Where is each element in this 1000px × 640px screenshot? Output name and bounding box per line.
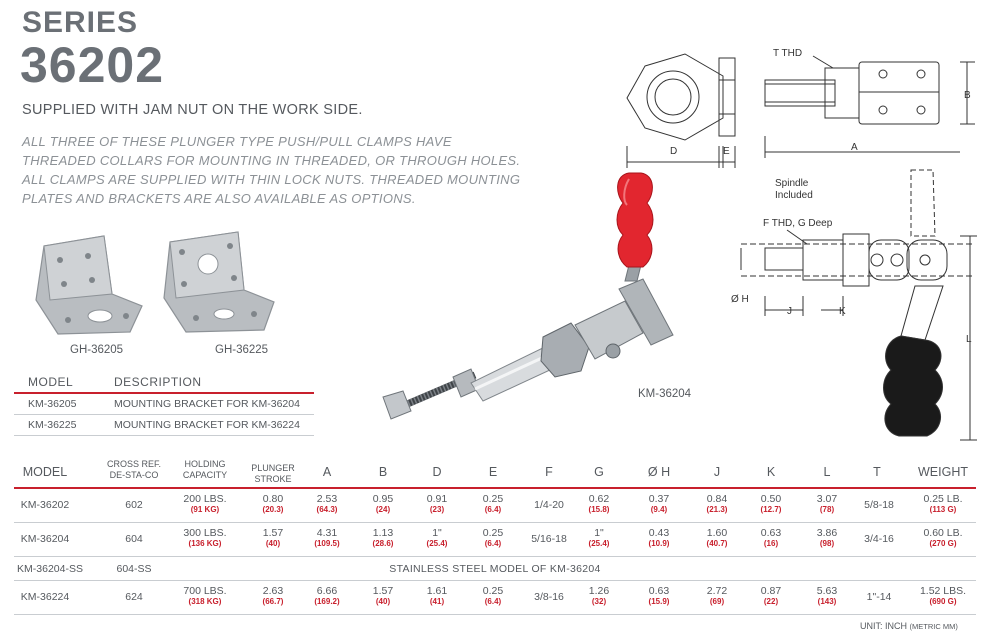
cell-b-value: 1.57 — [372, 585, 394, 597]
cell-t: 5/8-18 — [864, 499, 894, 511]
cell-stroke-metric: (40) — [265, 539, 281, 548]
spec-table-header — [14, 455, 976, 489]
cell-k — [750, 585, 792, 607]
header-k: K — [766, 465, 776, 479]
cell-weight — [912, 493, 974, 515]
cell-k-value: 0.87 — [760, 585, 782, 597]
cell-weight — [912, 585, 974, 607]
header-a: A — [322, 465, 332, 479]
cell-e-value: 0.25 — [482, 585, 504, 597]
dim-l-label: L — [966, 334, 972, 345]
series-label: SERIES — [22, 6, 139, 39]
cell-h-metric: (15.9) — [648, 597, 670, 606]
cell-stroke-value: 0.80 — [262, 493, 284, 505]
cell-a — [306, 585, 348, 607]
unit-note-inch: UNIT: INCH — [860, 621, 907, 631]
cell-model: KM-36224 — [20, 591, 70, 603]
cell-j-metric: (40.7) — [706, 539, 728, 548]
cell-a — [306, 527, 348, 549]
dimension-drawing — [615, 40, 980, 450]
cell-k-metric: (16) — [763, 539, 779, 548]
cell-d — [416, 527, 458, 549]
dim-a-label: A — [851, 142, 858, 153]
cell-holding-metric: (136 KG) — [188, 539, 222, 548]
cell-weight-metric: (113 G) — [929, 505, 957, 514]
bracket-gh-36205-image — [30, 228, 150, 340]
cell-t: 3/4-16 — [864, 533, 894, 545]
cell-stroke-value: 1.57 — [262, 527, 284, 539]
cell-a-value: 6.66 — [316, 585, 338, 597]
header-model: MODEL — [22, 465, 68, 479]
cell-b-value: 1.13 — [372, 527, 394, 539]
cell-holding — [172, 527, 238, 549]
cell-model: KM-36204 — [20, 533, 70, 545]
cell-stroke — [242, 527, 304, 549]
cell-a-metric: (64.3) — [316, 505, 338, 514]
cell-g-metric: (32) — [591, 597, 607, 606]
cell-l-metric: (78) — [819, 505, 835, 514]
cell-d — [416, 493, 458, 515]
cell-l — [806, 527, 848, 549]
unit-note-metric: (METRIC MM) — [909, 622, 958, 631]
header-f: F — [545, 465, 553, 479]
cell-l-metric: (98) — [819, 539, 835, 548]
cell-j — [696, 527, 738, 549]
header-b: B — [378, 465, 388, 479]
bracket-gh-36225-image — [160, 228, 280, 340]
cell-g-value: 1" — [594, 527, 604, 539]
dim-t-thd-label: T THD — [773, 48, 803, 59]
cell-h — [638, 585, 680, 607]
spindle-label-line2: Included — [775, 190, 813, 201]
spindle-label-line1: Spindle — [775, 178, 809, 189]
cell-h-value: 0.37 — [648, 493, 670, 505]
cell-a-value: 2.53 — [316, 493, 338, 505]
cell-l — [806, 493, 848, 515]
cell-e-metric: (6.4) — [484, 505, 502, 514]
cell-cross-ref: 604-SS — [116, 563, 152, 575]
spec-row-km-36204 — [14, 523, 976, 557]
cell-k — [750, 527, 792, 549]
cell-model: KM-36204-SS — [17, 563, 83, 575]
bracket-b-caption: GH-36225 — [215, 344, 269, 356]
cell-f: 1/4-20 — [534, 499, 564, 511]
cell-d-value: 0.91 — [426, 493, 448, 505]
cell-h — [638, 527, 680, 549]
cell-g — [578, 527, 620, 549]
header-cross-ref-line1: CROSS REF. — [106, 459, 161, 469]
dim-k-label: K — [839, 306, 846, 317]
cell-b — [362, 585, 404, 607]
cell-holding-value: 300 LBS. — [183, 527, 227, 539]
cell-l — [806, 585, 848, 607]
cell-holding-metric: (318 KG) — [188, 597, 222, 606]
header-cross-ref — [94, 459, 174, 481]
cell-a — [306, 493, 348, 515]
header-weight: WEIGHT — [918, 465, 968, 479]
cell-model: KM-36202 — [20, 499, 70, 511]
cell-cross-ref: 624 — [125, 591, 143, 603]
cell-stroke — [242, 493, 304, 515]
header-holding — [172, 459, 238, 481]
accessory-table-header — [14, 373, 314, 394]
cell-h-value: 0.63 — [648, 585, 670, 597]
accessory-header-description: DESCRIPTION — [114, 375, 202, 389]
accessory-table — [14, 373, 314, 436]
cell-stroke-metric: (66.7) — [262, 597, 284, 606]
dim-h-label: Ø H — [731, 294, 749, 305]
header-cross-ref-line2: DE-STA-CO — [109, 470, 159, 480]
cell-b-metric: (24) — [375, 505, 391, 514]
cell-d-metric: (25.4) — [426, 539, 448, 548]
cell-holding — [172, 585, 238, 607]
cell-b-metric: (28.6) — [372, 539, 394, 548]
cell-holding-value: 200 LBS. — [183, 493, 227, 505]
cell-j-value: 1.60 — [706, 527, 728, 539]
cell-e — [472, 585, 514, 607]
dim-d-label: D — [670, 146, 678, 157]
cell-d-metric: (41) — [429, 597, 445, 606]
cell-d-metric: (23) — [429, 505, 445, 514]
cell-j-value: 2.72 — [706, 585, 728, 597]
header-holding-line1: HOLDING — [184, 459, 226, 469]
header-plunger-line1: PLUNGER — [251, 463, 295, 473]
cell-h-metric: (10.9) — [648, 539, 670, 548]
header-d: D — [432, 465, 442, 479]
cell-k-metric: (22) — [763, 597, 779, 606]
cell-h-value: 0.43 — [648, 527, 670, 539]
cell-b — [362, 493, 404, 515]
header-plunger-line2: STROKE — [254, 474, 292, 484]
cell-holding-value: 700 LBS. — [183, 585, 227, 597]
dim-b-label: B — [964, 90, 971, 101]
cell-weight-metric: (270 G) — [929, 539, 957, 548]
cell-g — [578, 585, 620, 607]
cell-weight — [912, 527, 974, 549]
cell-weight-metric: (690 G) — [929, 597, 957, 606]
cell-l-metric: (143) — [817, 597, 837, 606]
cell-k-value: 0.50 — [760, 493, 782, 505]
header-h: Ø H — [647, 465, 671, 479]
cell-g-value: 1.26 — [588, 585, 610, 597]
header-j: J — [713, 465, 721, 479]
cell-h-metric: (9.4) — [650, 505, 668, 514]
cell-a-metric: (169.2) — [314, 597, 340, 606]
cell-l-value: 3.07 — [816, 493, 838, 505]
dim-f-thd-label: F THD, G Deep — [763, 218, 833, 229]
subtitle: SUPPLIED WITH JAM NUT ON THE WORK SIDE. — [22, 102, 363, 118]
accessory-description: MOUNTING BRACKET FOR KM-36224 — [114, 419, 300, 431]
cell-k — [750, 493, 792, 515]
cell-stroke — [242, 585, 304, 607]
cell-holding-metric: (91 KG) — [190, 505, 220, 514]
product-description: ALL THREE OF THESE PLUNGER TYPE PUSH/PULL CLAMPS HAVE THREADED COLLARS FOR MOUNTING IN THREADED, OR THROUGH HOLES. ALL CLAMPS ARE SUPPLIED WITH THIN LOCK NUTS. THREADED MOUNTING PLATES AND BRACKETS ARE ALSO AVAILABLE AS OPTIONS. — [22, 134, 521, 206]
cell-b-value: 0.95 — [372, 493, 394, 505]
spec-row-km-36204-ss — [14, 557, 976, 581]
spec-row-km-36224 — [14, 581, 976, 615]
header-l: L — [823, 465, 831, 479]
header-holding-line2: CAPACITY — [182, 470, 228, 480]
cell-b-metric: (40) — [375, 597, 391, 606]
cell-j — [696, 493, 738, 515]
dim-j-label: J — [787, 306, 792, 317]
cell-stroke-value: 2.63 — [262, 585, 284, 597]
bracket-a-caption: GH-36205 — [70, 344, 124, 356]
series-number: 36202 — [20, 37, 165, 93]
cell-g-value: 0.62 — [588, 493, 610, 505]
header-t: T — [873, 465, 881, 479]
cell-f: 5/16-18 — [531, 533, 567, 545]
spec-row-km-36202 — [14, 489, 976, 523]
accessory-row — [14, 415, 314, 436]
cell-j — [696, 585, 738, 607]
accessory-row — [14, 394, 314, 415]
cell-k-metric: (12.7) — [760, 505, 782, 514]
cell-e-value: 0.25 — [482, 527, 504, 539]
cell-weight-value: 0.60 LB. — [923, 527, 963, 539]
cell-f: 3/8-16 — [534, 591, 564, 603]
cell-d-value: 1" — [432, 527, 442, 539]
cell-g-metric: (15.8) — [588, 505, 610, 514]
cell-d-value: 1.61 — [426, 585, 448, 597]
cell-e-metric: (6.4) — [484, 597, 502, 606]
accessory-description: MOUNTING BRACKET FOR KM-36204 — [114, 398, 300, 410]
cell-e-metric: (6.4) — [484, 539, 502, 548]
cell-j-value: 0.84 — [706, 493, 728, 505]
dim-e-label: E — [723, 146, 730, 157]
cell-k-value: 0.63 — [760, 527, 782, 539]
accessory-model: KM-36205 — [28, 398, 77, 410]
spec-table — [14, 455, 976, 615]
cell-g — [578, 493, 620, 515]
cell-e-value: 0.25 — [482, 493, 504, 505]
cell-l-value: 3.86 — [816, 527, 838, 539]
cell-cross-ref: 602 — [125, 499, 143, 511]
cell-j-metric: (21.3) — [706, 505, 728, 514]
cell-cross-ref: 604 — [125, 533, 143, 545]
header-e: E — [488, 465, 498, 479]
cell-stroke-metric: (20.3) — [262, 505, 284, 514]
accessory-header-model: MODEL — [28, 375, 74, 389]
clamp-caption: KM-36204 — [638, 388, 692, 400]
cell-holding — [172, 493, 238, 515]
cell-l-value: 5.63 — [816, 585, 838, 597]
cell-h — [638, 493, 680, 515]
cell-weight-value: 1.52 LBS. — [919, 585, 967, 597]
stainless-note: STAINLESS STEEL MODEL OF KM-36204 — [389, 563, 601, 575]
accessory-model: KM-36225 — [28, 419, 77, 431]
cell-b — [362, 527, 404, 549]
cell-j-metric: (69) — [709, 597, 725, 606]
cell-e — [472, 493, 514, 515]
cell-g-metric: (25.4) — [588, 539, 610, 548]
cell-t: 1"-14 — [866, 591, 892, 603]
header-plunger — [242, 463, 304, 485]
cell-e — [472, 527, 514, 549]
cell-a-value: 4.31 — [316, 527, 338, 539]
cell-weight-value: 0.25 LB. — [923, 493, 963, 505]
header-g: G — [594, 465, 604, 479]
unit-note — [860, 621, 958, 631]
cell-d — [416, 585, 458, 607]
cell-a-metric: (109.5) — [314, 539, 340, 548]
